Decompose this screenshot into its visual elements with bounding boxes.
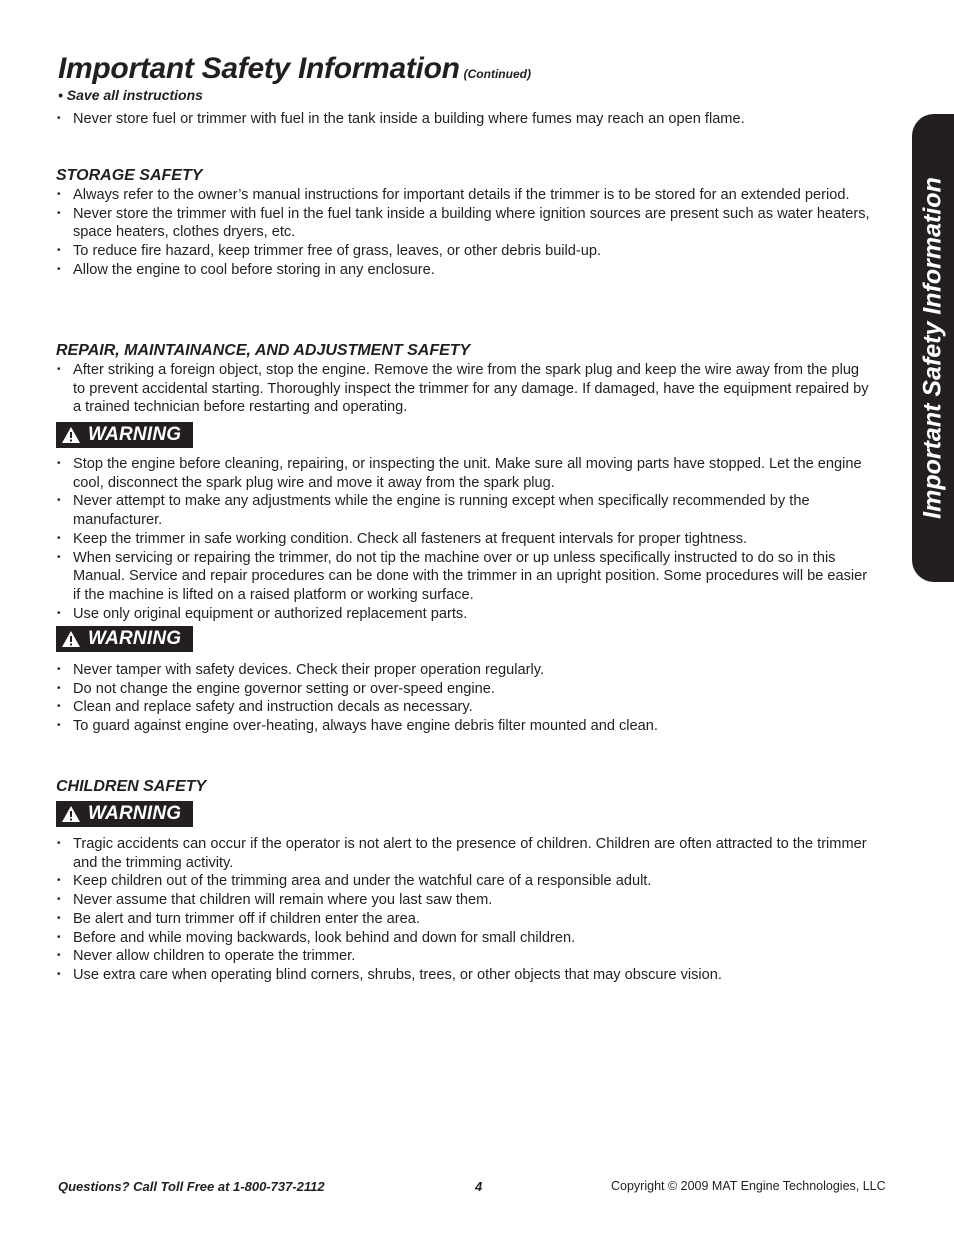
- warning-badge: [56, 626, 193, 652]
- list-item: • When servicing or repairing the trimmer, do not tip the machine over or up unless specifically instructed to do so in this Manual. Service and repair procedures can be done with the trimmer in an upright position. Some procedures will be easier if the machine is lifted on a raised platform or working surface.: [56, 549, 871, 605]
- list-item: • Never tamper with safety devices. Check their proper operation regularly.: [56, 661, 871, 680]
- warning-two-section: [56, 661, 871, 736]
- footer-phone: Questions? Call Toll Free at 1-800-737-2112: [58, 1179, 325, 1194]
- warning-two-list: [56, 661, 871, 736]
- warning-triangle-icon: [61, 805, 81, 823]
- warning-one-list: [56, 455, 871, 623]
- list-item: • Never store the trimmer with fuel in the fuel tank inside a building where ignition sources are present such as water heaters, space heaters, clothes dryers, etc.: [56, 205, 871, 242]
- save-instructions-note: • Save all instructions: [58, 87, 203, 103]
- storage-safety-section: [56, 166, 871, 280]
- children-warning-section: [56, 835, 871, 985]
- continued-label: (Continued): [463, 67, 531, 81]
- repair-safety-heading: REPAIR, MAINTAINANCE, AND ADJUSTMENT SAFETY: [56, 342, 471, 359]
- footer-copyright: Copyright © 2009 MAT Engine Technologies, LLC: [611, 1179, 886, 1193]
- list-item: • Tragic accidents can occur if the operator is not alert to the presence of children. Children are often attracted to the trimmer and the trimming activity.: [56, 835, 871, 872]
- list-item: • Stop the engine before cleaning, repairing, or inspecting the unit. Make sure all moving parts have stopped. Let the engine cool, disconnect the spark plug wire and move it away from the spark plug.: [56, 455, 871, 492]
- warning-badge: [56, 801, 193, 827]
- list-item: • Do not change the engine governor setting or over-speed engine.: [56, 680, 871, 699]
- list-item: • Never allow children to operate the trimmer.: [56, 947, 871, 966]
- list-item: • Use extra care when operating blind corners, shrubs, trees, or other objects that may obscure vision.: [56, 966, 871, 985]
- list-item: • Keep children out of the trimming area and under the watchful care of a responsible adult.: [56, 872, 871, 891]
- warning-triangle-icon: [61, 630, 81, 648]
- list-item: • Clean and replace safety and instruction decals as necessary.: [56, 698, 871, 717]
- list-item: • Never store fuel or trimmer with fuel in the tank inside a building where fumes may reach an open flame.: [56, 110, 871, 129]
- warning-label: WARNING: [88, 424, 182, 445]
- warning-triangle-icon: [61, 426, 81, 444]
- children-safety-heading: CHILDREN SAFETY: [56, 778, 207, 795]
- list-item: • To reduce fire hazard, keep trimmer free of grass, leaves, or other debris build-up.: [56, 242, 871, 261]
- intro-list: [56, 110, 871, 129]
- page-number: 4: [475, 1179, 483, 1194]
- warning-label: WARNING: [88, 628, 182, 649]
- list-item: • Never assume that children will remain where you last saw them.: [56, 891, 871, 910]
- repair-safety-list: [56, 361, 871, 417]
- page-title: [58, 52, 531, 86]
- list-item: • Allow the engine to cool before storing in any enclosure.: [56, 261, 871, 280]
- children-safety-section: [56, 777, 871, 797]
- warning-one-section: [56, 455, 871, 623]
- warning-badge: [56, 422, 193, 448]
- intro-section: [56, 110, 871, 129]
- list-item: • Before and while moving backwards, look behind and down for small children.: [56, 929, 871, 948]
- storage-safety-list: [56, 186, 871, 280]
- side-tab-label: Important Safety Information: [918, 177, 947, 519]
- list-item: • Use only original equipment or authorized replacement parts.: [56, 605, 871, 624]
- list-item: • Never attempt to make any adjustments while the engine is running except when specifically recommended by the manufacturer.: [56, 492, 871, 529]
- storage-safety-heading: STORAGE SAFETY: [56, 167, 203, 184]
- children-safety-list: [56, 835, 871, 985]
- title-text: Important Safety Information: [58, 52, 460, 85]
- list-item: • After striking a foreign object, stop the engine. Remove the wire from the spark plug and keep the wire away from the plug to prevent accidental starting. Thoroughly inspect the trimmer for any damage. If damaged, have the equipment repaired by a trained technician before restarting and operating.: [56, 361, 871, 417]
- list-item: • To guard against engine over-heating, always have engine debris filter mounted and clean.: [56, 717, 871, 736]
- repair-safety-section: [56, 341, 871, 417]
- list-item: • Be alert and turn trimmer off if children enter the area.: [56, 910, 871, 929]
- warning-label: WARNING: [88, 803, 182, 824]
- list-item: • Keep the trimmer in safe working condition. Check all fasteners at frequent intervals for proper tightness.: [56, 530, 871, 549]
- list-item: • Always refer to the owner’s manual instructions for important details if the trimmer is to be stored for an extended period.: [56, 186, 871, 205]
